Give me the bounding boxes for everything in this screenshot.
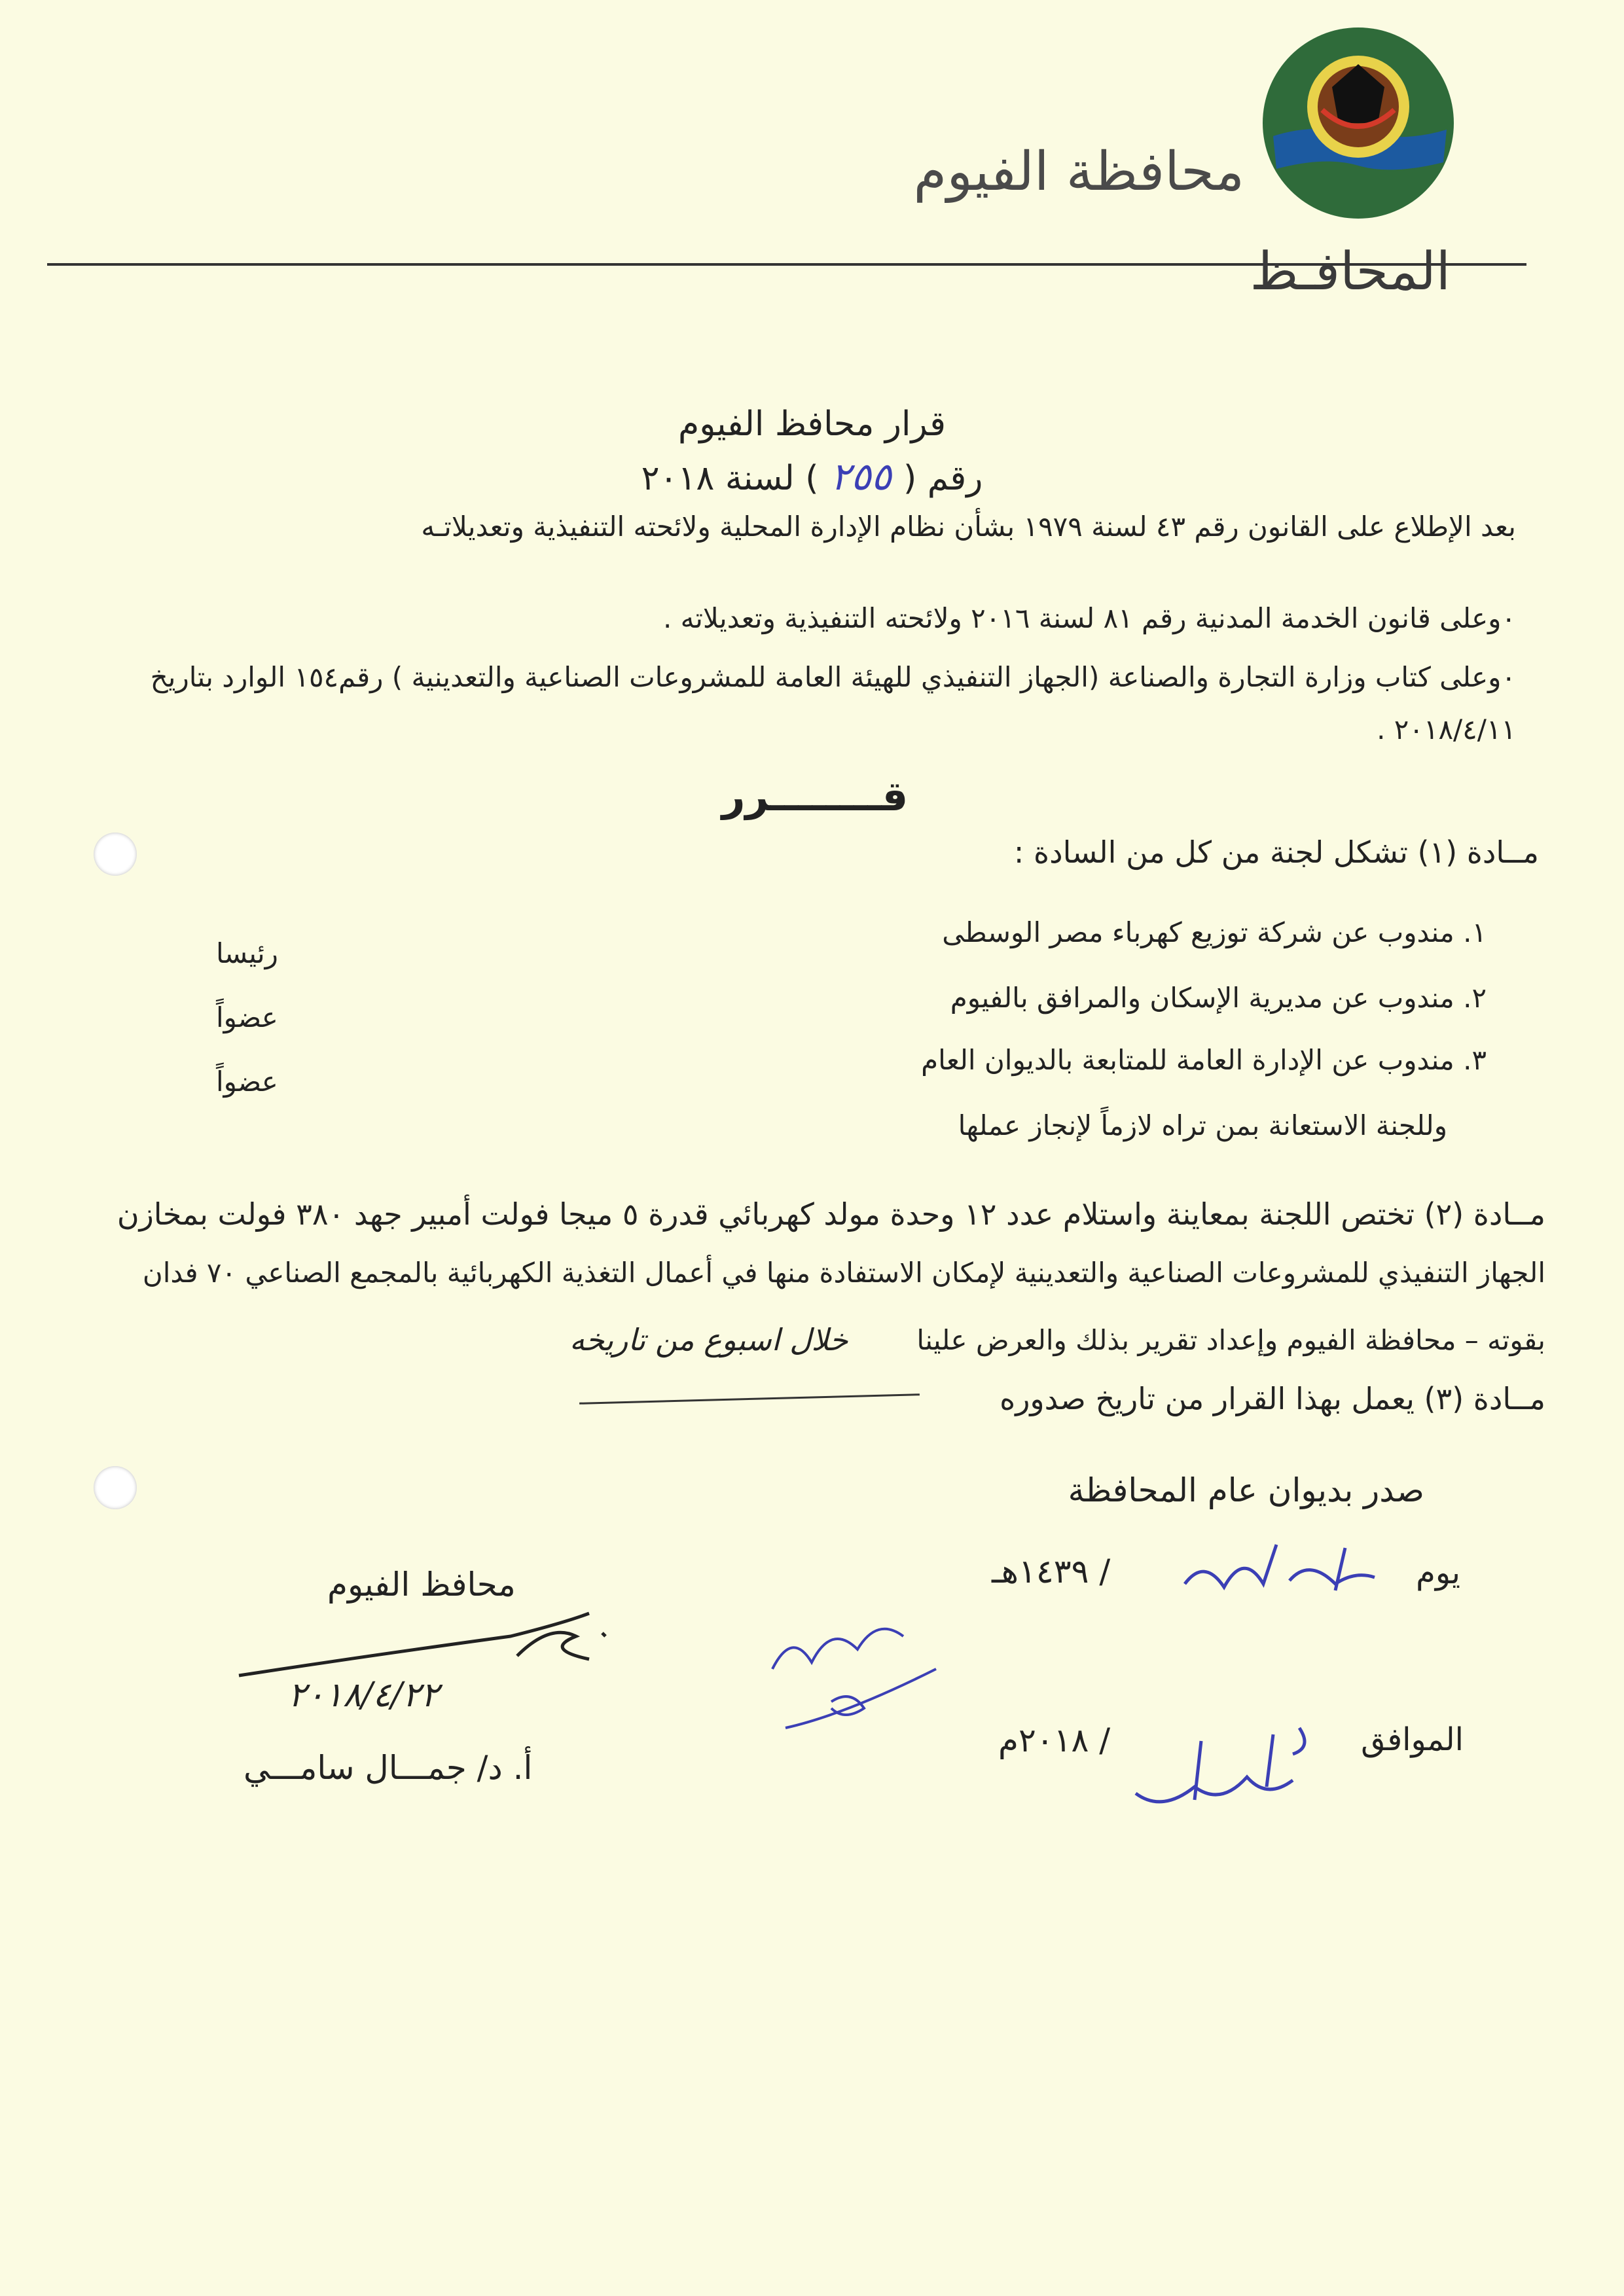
member-role: عضواً [216, 1001, 278, 1033]
punch-hole [94, 833, 137, 876]
signature-icon [236, 1597, 641, 1689]
blue-initials-icon [753, 1590, 949, 1754]
preamble-ministry-letter: ٠وعلى كتاب وزارة التجارة والصناعة (الجهاز التنفيذي للهيئة العامة للمشروعات الصناعية والتعدينية ) رقم١٥٤ الوارد بتاريخ [150, 661, 1516, 693]
decree-title: قرار محافظ الفيوم [678, 404, 946, 444]
committee-member: ٢. مندوب عن مديرية الإسكان والمرافق بالفيوم [950, 982, 1487, 1014]
handwritten-addition: خلال اسبوع من تاريخه [569, 1322, 848, 1357]
number-prefix: رقم ( [903, 459, 983, 498]
signature-date: ٢٠١٨/٤/٢٢ [288, 1676, 439, 1715]
article-2-line-3: بقوته – محافظة الفيوم وإعداد تقرير بذلك والعرض علينا [916, 1324, 1545, 1356]
handwritten-number: ٢٥٥ [830, 454, 892, 499]
article-3: مــادة (٣) يعمل بهذا القرار من تاريخ صدوره [1000, 1381, 1545, 1416]
decision-heading: قــــــــرر [721, 772, 909, 820]
committee-member: ١. مندوب عن شركة توزيع كهرباء مصر الوسطى [942, 916, 1487, 948]
gregorian-year: / ٢٠١٨م [998, 1721, 1111, 1759]
number-suffix: ) لسنة ٢٠١٨ [641, 459, 819, 498]
office-title: المحافـظ [1250, 241, 1451, 302]
governorate-name: محافظة الفيوم [913, 141, 1244, 203]
handwritten-hijri-date-icon [1178, 1532, 1394, 1610]
member-role: رئيسا [216, 937, 278, 969]
committee-member: ٣. مندوب عن الإدارة العامة للمتابعة بالديوان العام [921, 1044, 1487, 1076]
article-2-line-1: مــادة (٢) تختص اللجنة بمعاينة واستلام عدد ١٢ وحدة مولد كهربائي قدرة ٥ ميجا فولت أمبير جهد ٣٨٠ فولت بمخازن [117, 1196, 1545, 1232]
hijri-year: / ١٤٣٩هـ [992, 1552, 1111, 1590]
handwritten-gregorian-date-icon [1123, 1715, 1326, 1820]
signatory-name: أ. د/ جمـــال سامـــي [244, 1749, 533, 1787]
governorate-logo-icon [1260, 25, 1456, 221]
issued-at: صدر بديوان عام المحافظة [1068, 1471, 1424, 1509]
decree-number-line [0, 454, 1624, 499]
article-2-line-2: الجهاز التنفيذي للمشروعات الصناعية والتعدينية لإمكان الاستفادة منها في أعمال التغذية الكهربائية بالمجمع الصناعي ٧٠ فدان [142, 1257, 1545, 1289]
preamble-law-43: بعد الإطلاع على القانون رقم ٤٣ لسنة ١٩٧٩ بشأن نظام الإدارة المحلية ولائحته التنفيذية وتعديلاتـه [421, 511, 1516, 543]
preamble-ministry-letter-date: ٢٠١٨/٤/١١ . [1377, 713, 1516, 745]
member-role: عضواً [216, 1066, 278, 1098]
punch-hole [94, 1466, 137, 1509]
handwritten-underline [579, 1393, 920, 1405]
signatory-title: محافظ الفيوم [327, 1566, 516, 1604]
day-label: يوم [1416, 1554, 1460, 1591]
article-1-heading: مــادة (١) تشكل لجنة من كل من السادة : [1013, 834, 1539, 870]
committee-note: وللجنة الاستعانة بمن تراه لازماً لإنجاز عملها [958, 1109, 1447, 1141]
preamble-law-81: ٠وعلى قانون الخدمة المدنية رقم ٨١ لسنة ٢٠١٦ ولائحته التنفيذية وتعديلاته . [662, 602, 1516, 634]
corresponding-label: الموافق [1361, 1721, 1464, 1758]
